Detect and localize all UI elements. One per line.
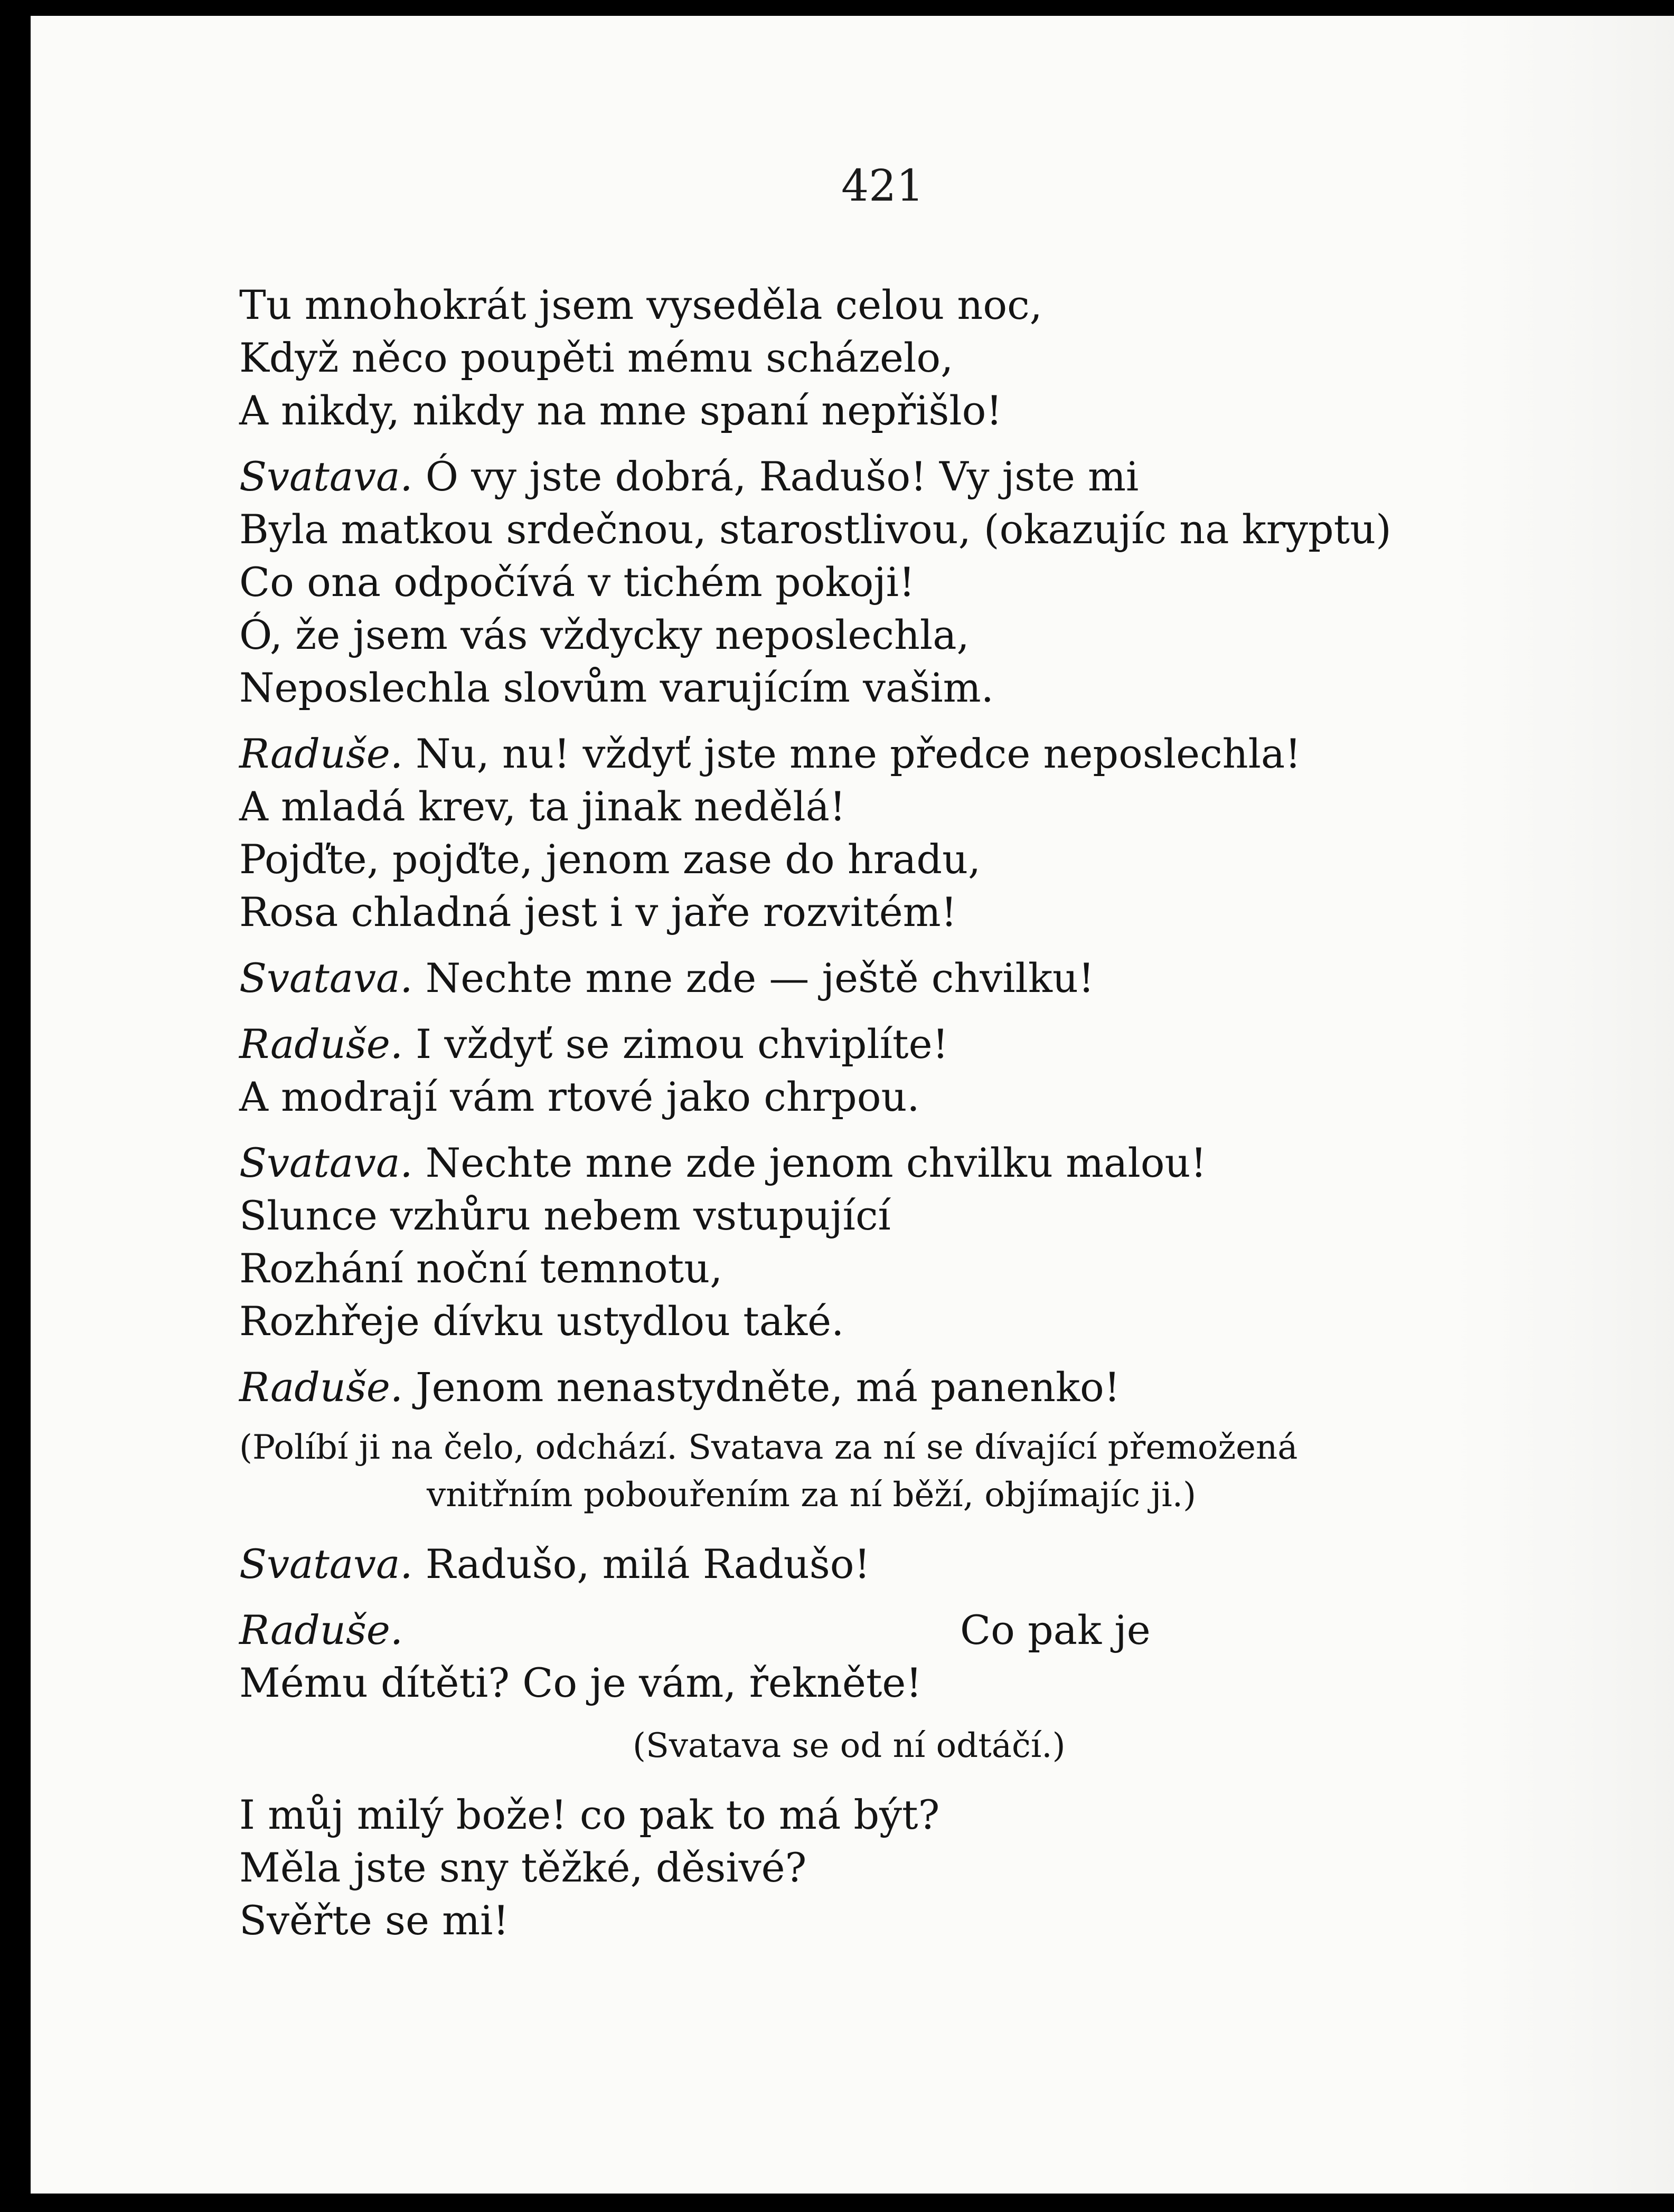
verse-line: Slunce vzhůru nebem vstupující (239, 1192, 891, 1239)
speech-line: Svatava. Ó vy jste dobrá, Radušo! Vy jste mi (239, 453, 1139, 500)
speech-line: Svatava. Nechte mne zde jenom chvilku malou! (239, 1139, 1207, 1186)
speech-line: Svatava. Nechte mne zde — ještě chvilku! (239, 954, 1095, 1001)
speaker-name: Raduše. (239, 1364, 403, 1411)
book-page (31, 16, 1674, 2194)
speaker-name: Raduše. (239, 1606, 403, 1653)
speech-line: Raduše. I vždyť se zimou chviplíte! (239, 1020, 949, 1067)
verse-line: A mladá krev, ta jinak nedělá! (239, 783, 846, 830)
verse-line: Tu mnohokrát jsem vyseděla celou noc, (239, 281, 1042, 328)
verse-line: Ó, že jsem vás vždycky neposlechla, (239, 611, 970, 658)
verse-line: Neposlechla slovům varujícím vašim. (239, 664, 994, 711)
speaker-name: Svatava. (239, 1540, 413, 1587)
stage-direction: vnitřním pobouřením za ní běží, objímajíc ji.) (427, 1476, 1197, 1515)
verse-line: Co pak je (960, 1606, 1151, 1653)
stage-direction: (Svatava se od ní odtáčí.) (633, 1726, 1066, 1765)
verse-line: Měla jste sny těžké, děsivé? (239, 1844, 807, 1891)
verse-line: Rosa chladná jest i v jaře rozvitém! (239, 888, 957, 935)
verse-line: A modrají vám rtové jako chrpou. (239, 1073, 920, 1120)
speech-line: Raduše. Jenom nenastydněte, má panenko! (239, 1364, 1121, 1411)
verse-line: Rozhání noční temnotu, (239, 1245, 723, 1292)
verse-line: Byla matkou srdečnou, starostlivou, (okazujíc na kryptu) (239, 506, 1391, 553)
verse-line: Co ona odpočívá v tichém pokoji! (239, 559, 915, 606)
page-number: 421 (841, 161, 924, 211)
bleed-through-shadow (1452, 16, 1674, 2194)
verse-line: Když něco poupěti mému scházelo, (239, 334, 954, 381)
verse-line: A nikdy, nikdy na mne spaní nepřišlo! (239, 387, 1002, 434)
verse-line: Rozhřeje dívku ustydlou také. (239, 1298, 844, 1345)
stage-direction: (Políbí ji na čelo, odchází. Svatava za ní se dívající přemožená (239, 1428, 1298, 1467)
verse-line: Mému dítěti? Co je vám, řekněte! (239, 1659, 922, 1706)
speaker-name: Raduše. (239, 1020, 403, 1067)
speech-line: Raduše. Nu, nu! vždyť jste mne předce neposlechla! (239, 730, 1301, 777)
speaker-name: Svatava. (239, 1139, 413, 1186)
speaker-name: Svatava. (239, 453, 413, 500)
speech-line: Svatava. Radušo, milá Radušo! (239, 1540, 871, 1587)
speaker-name: Raduše. (239, 730, 403, 777)
verse-line: I můj milý bože! co pak to má být? (239, 1791, 940, 1838)
verse-line: Pojďte, pojďte, jenom zase do hradu, (239, 836, 981, 883)
verse-line: Svěřte se mi! (239, 1897, 510, 1944)
speaker-name: Svatava. (239, 954, 413, 1001)
speech-line (239, 1606, 403, 1653)
